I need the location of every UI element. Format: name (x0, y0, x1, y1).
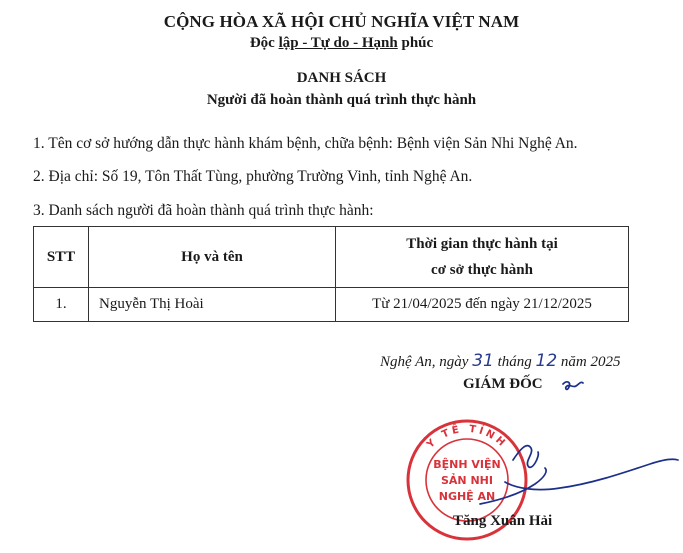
stamp-line-2: SẢN NHI (441, 474, 493, 487)
col-header-time-line1: Thời gian thực hành tại (406, 236, 558, 252)
date-prefix: Nghệ An, ngày (380, 354, 473, 370)
stamp-line-3: NGHỆ AN (438, 490, 496, 503)
col-header-time (336, 227, 629, 288)
date-day-handwritten: 31 (472, 351, 494, 371)
document-title: DANH SÁCH (296, 70, 387, 86)
cell-name: Nguyễn Thị Hoài (89, 288, 336, 322)
completion-table (33, 226, 629, 322)
table-row (34, 288, 629, 322)
stamp-ring-text: Y TẾ TỈNH (425, 423, 509, 451)
date-month-prefix: tháng (493, 354, 536, 370)
col-header-stt: STT (34, 227, 89, 288)
table-header-row (34, 227, 629, 288)
date-year-suffix: năm 2025 (557, 354, 621, 370)
col-header-time-line2: cơ sở thực hành (431, 262, 533, 278)
signer-name: Tăng Xuân Hải (453, 513, 553, 529)
motto-part-a: Độc (249, 35, 279, 51)
stamp-line-1: BỆNH VIỆN (433, 458, 501, 471)
col-header-name: Họ và tên (89, 227, 336, 288)
national-motto (0, 35, 683, 52)
info-item-address: 2. Địa chỉ: Số 19, Tôn Thất Tùng, phường Trường Vinh, tỉnh Nghệ An. (33, 168, 473, 185)
info-item-facility: 1. Tên cơ sở hướng dẫn thực hành khám bệnh, chữa bệnh: Bệnh viện Sản Nhi Nghệ An. (33, 135, 578, 152)
cell-time: Từ 21/04/2025 đến ngày 21/12/2025 (336, 288, 629, 322)
info-item-list-heading: 3. Danh sách người đã hoàn thành quá trình thực hành: (33, 202, 374, 219)
motto-part-c: phúc (397, 35, 434, 51)
motto-part-b: lập - Tự do - Hạnh (278, 35, 398, 51)
date-month-handwritten: 12 (535, 351, 558, 371)
document-subtitle: Người đã hoàn thành quá trình thực hành (206, 92, 477, 108)
cell-stt: 1. (34, 288, 89, 322)
signer-role: GIÁM ĐỐC (463, 376, 543, 392)
place-and-date (380, 351, 621, 371)
national-title: CỘNG HÒA XÃ HỘI CHỦ NGHĨA VIỆT NAM (163, 12, 520, 31)
